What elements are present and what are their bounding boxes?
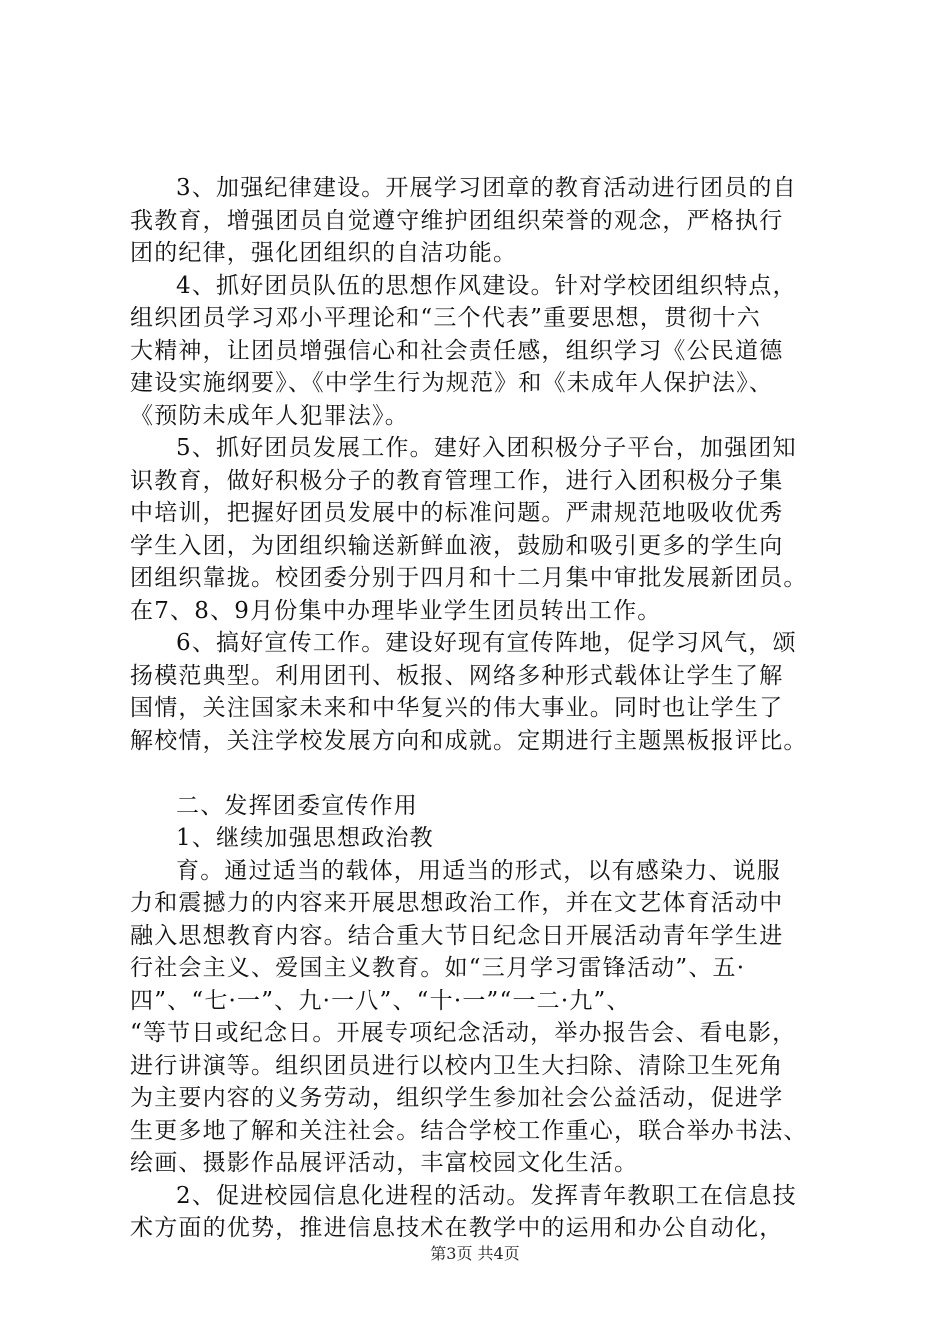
paragraph-6-line: 扬模范典型。利用团刊、板报、网络多种形式载体让学生了解 [130,662,784,689]
paragraph-sub1-line: 为主要内容的义务劳动，组织学生参加社会公益活动，促进学 [130,1085,784,1111]
paragraph-4-line: 组织团员学习邓小平理论和“三个代表”重要思想，贯彻十六 [130,305,761,331]
subsection-heading: 1、继续加强思想政治教 [176,825,434,851]
paragraph-6-line: 解校情，关注学校发展方向和成就。定期进行主题黑板报评比。 [130,727,808,754]
paragraph-5-line: 学生入团，为团组织输送新鲜血液，鼓励和吸引更多的学生向 [130,532,784,559]
paragraph-5-line: 识教育，做好积极分子的教育管理工作，进行入团积极分子集 [130,467,784,494]
paragraph-sub1-line: 生更多地了解和关注社会。结合学校工作重心，联合举办书法、 [130,1117,808,1144]
page-footer [0,1244,950,1264]
paragraph-6-line: 国情，关注国家未来和中华复兴的伟大事业。同时也让学生了 [130,695,784,721]
paragraph-sub1-line: 融入思想教育内容。结合重大节日纪念日开展活动青年学生进 [130,922,784,949]
paragraph-5-line: 中培训，把握好团员发展中的标准问题。严肃规范地吸收优秀 [130,500,784,526]
paragraph-sub1-line: 行社会主义、爱国主义教育。如“三月学习雷锋活动”、五· [130,955,746,981]
paragraph-sub1-line: 四”、“七·一”、九·一八”、“十·一”“一二·九”、 [130,987,631,1014]
paragraph-5-line: 5、抓好团员发展工作。建好入团积极分子平台，加强团知 [176,435,797,461]
paragraph-6-line: 6、搞好宣传工作。建设好现有宣传阵地，促学习风气，颂 [176,630,797,656]
paragraph-sub1-line: “等节日或纪念日。开展专项纪念活动，举办报告会、看电影， [130,1020,797,1046]
paragraph-sub1-line: 进行讲演等。组织团员进行以校内卫生大扫除、清除卫生死角 [130,1052,784,1079]
paragraph-3-line: 我教育，增强团员自觉遵守维护团组织荣誉的观念，严格执行 [130,207,784,234]
section-heading: 二、发挥团委宣传作用 [176,792,418,819]
paragraph-3-line: 团的纪律，强化团组织的自洁功能。 [130,240,518,266]
paragraph-5-line: 团组织靠拢。校团委分别于四月和十二月集中审批发展新团员。 [130,565,808,591]
paragraph-4-line: 大精神，让团员增强信心和社会责任感，组织学习《公民道德 [130,337,784,364]
document-body [130,172,830,1245]
paragraph-4-line: 4、抓好团员队伍的思想作风建设。针对学校团组织特点， [176,272,797,299]
paragraph-sub1-line: 力和震撼力的内容来开展思想政治工作，并在文艺体育活动中 [130,890,784,916]
paragraph-sub1-line: 育。通过适当的载体，用适当的形式，以有感染力、说服 [176,857,781,884]
paragraph-3-line: 3、加强纪律建设。开展学习团章的教育活动进行团员的自 [176,175,797,201]
paragraph-sub2-line: 2、促进校园信息化进程的活动。发挥青年教职工在信息技 [176,1182,797,1209]
paragraph-5-line: 在7、8、9月份集中办理毕业学生团员转出工作。 [130,597,662,624]
paragraph-sub2-line: 术方面的优势，推进信息技术在教学中的运用和办公自动化， [130,1215,784,1241]
paragraph-sub1-line: 绘画、摄影作品展评活动，丰富校园文化生活。 [130,1150,639,1176]
page-number: 第3页 共4页 [430,1244,520,1263]
paragraph-4-line: 建设实施纲要》、《中学生行为规范》和《未成年人保护法》、 [130,370,774,396]
paragraph-4-line: 《预防未成年人犯罪法》。 [130,402,409,429]
section-gap [130,757,830,790]
